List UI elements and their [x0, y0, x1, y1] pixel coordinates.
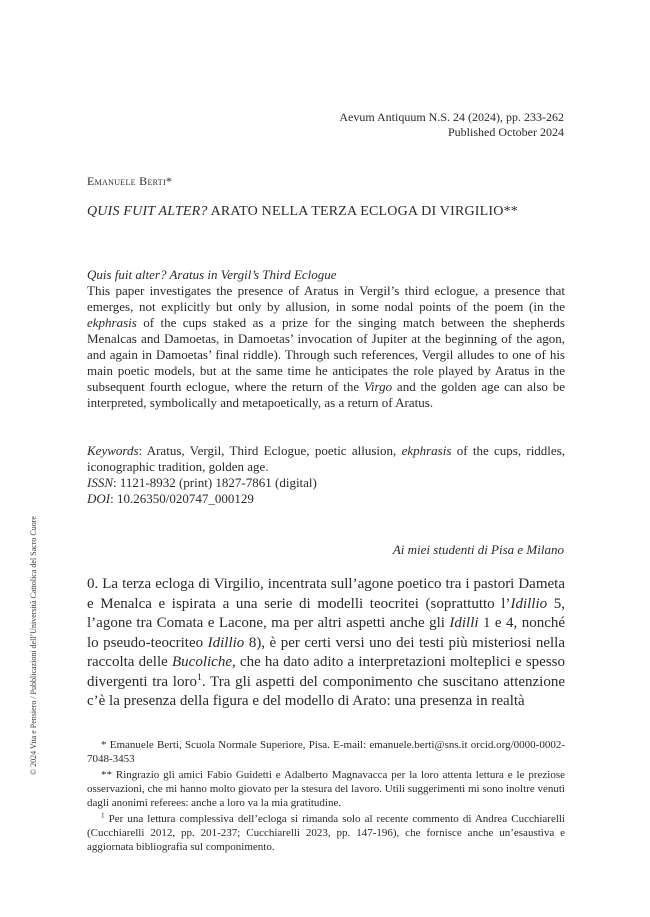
abstract-part-1: This paper investigates the presence of Aratus in Vergil’s third eclogue, a presence that emerges, not explicitly but only by allusion, in some nodal points of the poem (in the — [87, 283, 565, 314]
body-part-b: 5, l’agone tra Comata e Lacone, ma per altri aspetti anche gli — [87, 595, 566, 631]
title-footnote-marker: ** — [503, 204, 518, 219]
keywords-label: Keywords — [87, 443, 139, 458]
title-italic: QUIS FUIT ALTER? — [87, 204, 208, 219]
body-text — [87, 575, 565, 712]
body-italic-c: Idillio — [207, 634, 245, 651]
abstract-part-2: of the cups staked as a prize for the singing match between the shepherds Menalcas and Damoetas, in Damoetas’ invocation of Jupiter at the beginning of the agon, and again in Damoetas’ final riddle). Through such references, Vergil alludes to one of his main poetic models, but at the same time he anticipates the role played by Aratus in the subsequent fourth eclogue, where the return of the — [87, 315, 565, 394]
doi-label: DOI — [87, 491, 111, 506]
abstract — [87, 267, 565, 411]
footnote-author: * Emanuele Berti, Scuola Normale Superiore, Pisa. E-mail: emanuele.berti@sns.it orcid.org/0000-0002-7048-3453 — [87, 739, 565, 765]
body-part-c: 1 e 4, nonché lo pseudo-teocriteo — [87, 615, 566, 651]
publication-date: Published October 2024 — [448, 125, 564, 139]
body-italic-d: Bucoliche — [172, 654, 232, 670]
abstract-italic-1: ekphrasis — [87, 315, 137, 330]
author-name-text: Emanuele Berti — [87, 174, 166, 188]
abstract-part-3: and the golden age can also be interpreted, symbolically and metapoetically, as a return of Aratus. — [87, 379, 565, 410]
body-part-f: . Tra gli aspetti del componimento che suscitano attenzione c’è la presenza della figura e del modello di Arato: una presenza in realtà — [87, 673, 566, 709]
copyright-notice: © 2024 Vita e Pensiero / Pubblicazioni dell’Università Cattolica del Sacro Cuore — [29, 516, 38, 775]
author-footnote-marker: * — [165, 174, 173, 188]
footnote-1 — [87, 812, 565, 854]
keywords-text-2: of the cups, riddles, iconographic tradition, golden age. — [87, 443, 565, 474]
footnote-1-text: Per una lettura complessiva dell’ecloga si rimanda solo al recente commento di Andrea Cucchiarelli (Cucchiarelli 2012, pp. 201-237; Cucchiarelli 2023, pp. 147-196), che fornisce anche un’esaustiva e aggiornata bibliografia sul componimento. — [87, 813, 565, 853]
abstract-italic-2: Virgo — [363, 379, 393, 394]
author-name — [87, 174, 172, 189]
dedication: Ai miei studenti di Pisa e Milano — [392, 542, 564, 557]
footnotes — [87, 738, 565, 856]
footnote-acknowledgements: ** Ringrazio gli amici Fabio Guidetti e Adalberto Magnavacca per la loro attenta lettura e le preziose osservazioni, che mi hanno molto giovato per la stesura del lavoro. Utili suggerimenti mi sono inoltre venuti dagli anonimi referees: anche a loro va la mia gratitudine. — [87, 769, 565, 809]
footnote-1-number: 1 — [101, 811, 105, 820]
title-rest: ARATO NELLA TERZA ECLOGA DI VIRGILIO — [207, 204, 504, 219]
journal-header — [339, 110, 564, 140]
article-title — [87, 204, 577, 220]
doi-line — [87, 491, 565, 507]
keywords-block — [87, 443, 565, 507]
journal-citation: Aevum Antiquum N.S. 24 (2024), pp. 233-262 — [339, 110, 564, 124]
body-italic-a: Idillio — [510, 595, 548, 612]
body-paragraph — [87, 575, 565, 712]
abstract-heading — [87, 267, 565, 283]
footnote-reference: 1 — [196, 671, 202, 683]
body-part-a: 0. La terza ecloga di Virgilio, incentrata sull’agone poetico tra i pastori Dameta e Menalca e ispirata a una serie di modelli teocritei (soprattutto l’ — [87, 576, 565, 612]
abstract-text — [87, 283, 565, 411]
issn-value: : 1121-8932 (print) 1827-7861 (digital) — [113, 475, 317, 490]
body-italic-b: Idilli — [449, 615, 479, 631]
keywords-italic: ekphrasis — [401, 443, 452, 458]
body-part-e: , che ha dato adito a interpretazioni molteplici e spesso divergenti tra loro — [87, 654, 565, 690]
doi-value: : 10.26350/020747_000129 — [110, 491, 254, 506]
keywords-line — [87, 443, 565, 475]
issn-label: ISSN — [87, 475, 113, 490]
body-part-d: 8), è per certi versi uno dei testi più misteriosi nella raccolta delle — [87, 634, 565, 670]
issn-line — [87, 475, 565, 491]
keywords-text-1: : Aratus, Vergil, Third Eclogue, poetic allusion, — [138, 443, 402, 458]
abstract-heading-text: Quis fuit alter? Aratus in Vergil’s Third Eclogue — [87, 267, 337, 282]
